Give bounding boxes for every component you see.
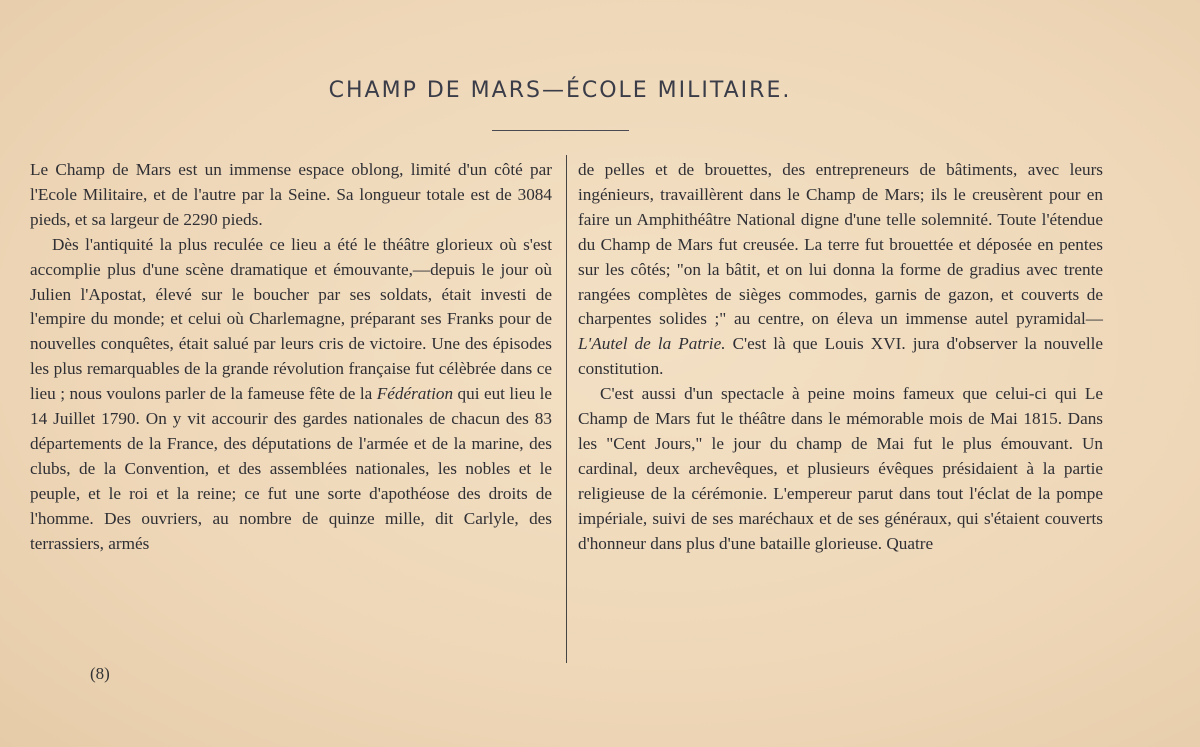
page-title: CHAMP DE MARS—ÉCOLE MILITAIRE. [328, 78, 792, 103]
right-column [578, 158, 1103, 557]
title-rule [492, 130, 629, 131]
page-number: (8) [90, 664, 110, 683]
right-paragraph-1-italic: L'Autel de la Patrie. [578, 334, 726, 354]
left-paragraph-2 [30, 233, 552, 557]
right-paragraph-2: C'est aussi d'un spectacle à peine moins fameux que celui-ci qui Le Champ de Mars fut le théâtre dans le mémorable mois de Mai 1815. Dans les "Cent Jours," le jour du champ de Mai fut le plus émouvant. Un cardinal, deux archevêques, et plusieurs évêques présidaient à la partie religieuse de la cérémonie. L'empereur parut dans tout l'éclat de la pompe impériale, suivi de ses maréchaux et de ses généraux, qui s'étaient couverts d'honneur dans plus d'une bataille glorieuse. Quatre [578, 384, 1103, 553]
right-paragraph-1-text-a: de pelles et de brouettes, des entrepreneurs de bâtiments, avec leurs ingénieurs, travaillèrent dans le Champ de Mars; ils le creusèrent pour en faire un Amphithéâtre National digne d'une telle solemnité. Toute l'étendue du Champ de Mars fut creusée. La terre fut brouettée et déposée en pentes sur les côtés; "on la bâtit, et on lui donna la forme de gradius avec trente rangées complètes de sièges commodes, garnis de gazon, et couverts de charpentes solides ;" au centre, on éleva un immense autel pyramidal— [578, 160, 1103, 329]
left-column [30, 158, 552, 557]
left-paragraph-2-text-b: qui eut lieu le 14 Juillet 1790. On y vit accourir des gardes nationales de chacun des 83 départements de la France, des députations de l'armée et de la marine, des clubs, de la Convention, et des assemblées nationales, les nobles et le peuple, et le roi et la reine; ce fut une sorte d'apothéose des droits de l'homme. Des ouvriers, au nombre de quinze mille, dit Carlyle, des terrassiers, armés [30, 384, 553, 553]
right-paragraph-1-text-b: C'est là que Louis XVI. jura d'observer la nouvelle constitution. [578, 334, 1104, 379]
left-paragraph-2-text-a: Dès l'antiquité la plus reculée ce lieu a été le théâtre glorieux où s'est accomplie plus d'une scène dramatique et émouvante,—depuis le jour où Julien l'Apostat, élevé sur le boucher par ses soldats, était investi de l'empire du monde; et celui où Charlemagne, préparant ses Franks pour de nouvelles conquêtes, était salué par leurs cris de victoire. Une des épisodes les plus remarquables de la grande révolution française fut célèbrée dans ce lieu ; nous voulons parler de la fameuse fête de la [30, 234, 552, 404]
right-paragraph-1 [578, 158, 1103, 382]
column-divider [566, 155, 567, 663]
left-paragraph-1: Le Champ de Mars est un immense espace oblong, limité d'un côté par l'Ecole Militaire, et de l'autre par la Seine. Sa longueur totale est de 3084 pieds, et sa largeur de 2290 pieds. [30, 160, 552, 229]
left-paragraph-2-italic: Fédération [376, 384, 454, 404]
